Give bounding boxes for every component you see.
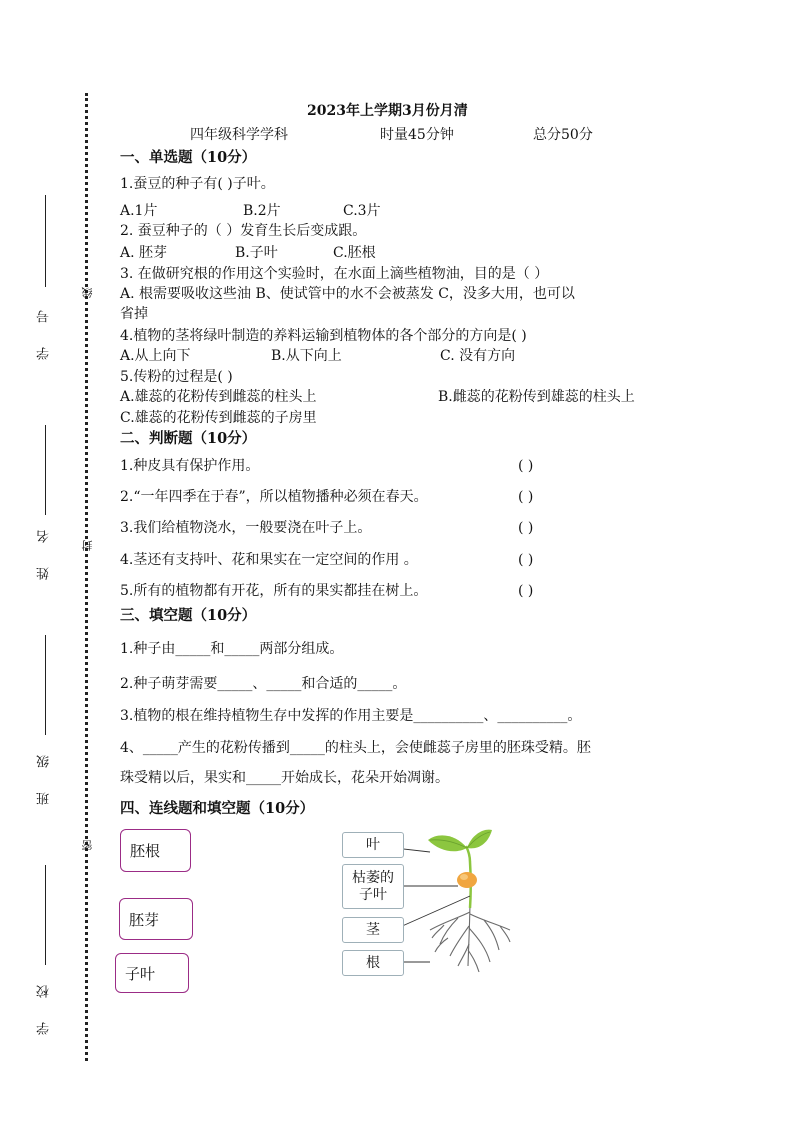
judge-answer-4[interactable]: ( ) <box>518 552 534 568</box>
fill-q4-line2: 珠受精以后，果实和_____开始成长，花朵开始凋谢。 <box>120 770 449 786</box>
class-label: 班 级 <box>37 745 52 806</box>
time-info: 时量45分钟 <box>380 127 454 143</box>
q1-2-text: 2. 蚕豆种子的（ ）发育生长后变成跟。 <box>120 223 367 239</box>
diagram-label-withered-cotyledon <box>342 864 404 909</box>
section4-heading: 四、连线题和填空题（10分） <box>120 800 315 817</box>
q1-2-option-a: A. 胚芽 <box>120 245 168 261</box>
q1-1-option-a: A.1片 <box>120 203 158 219</box>
match-box-plumule[interactable]: 胚芽 <box>119 898 193 940</box>
diagram-label-root-text: 根 <box>366 954 380 971</box>
q1-5-text: 5.传粉的过程是( ) <box>120 369 233 385</box>
judge-item-1: 1.种皮具有保护作用。 <box>120 458 260 474</box>
class-blank[interactable] <box>45 635 46 735</box>
judge-item-4: 4.茎还有支持叶、花和果实在一定空间的作用 。 <box>120 552 418 568</box>
q1-4-option-a: A.从上向下 <box>120 348 191 364</box>
q1-2-option-c: C.胚根 <box>333 245 376 261</box>
seal-mark-mi: 密 <box>81 840 94 851</box>
q1-4-option-b: B.从下向上 <box>271 348 342 364</box>
judge-item-2: 2.“一年四季在于春”，所以植物播种必须在春天。 <box>120 489 428 505</box>
q1-5-option-a: A.雄蕊的花粉传到雌蕊的柱头上 <box>120 389 317 405</box>
judge-answer-1[interactable]: ( ) <box>518 458 534 474</box>
q1-2-option-b: B.子叶 <box>235 245 278 261</box>
judge-answer-3[interactable]: ( ) <box>518 520 534 536</box>
seal-mark-xian: 线 <box>81 287 94 298</box>
diagram-label-stem <box>342 917 404 943</box>
fill-q2: 2.种子萌芽需要_____、_____和合适的_____。 <box>120 676 407 692</box>
q1-1-option-b: B.2片 <box>243 203 281 219</box>
school-blank[interactable] <box>45 865 46 965</box>
section3-heading: 三、填空题（10分） <box>120 607 257 624</box>
student-number-label: 学 号 <box>37 300 52 361</box>
q1-5-option-c: C.雄蕊的花粉传到雌蕊的子房里 <box>120 410 317 426</box>
diagram-label-leaf <box>342 832 404 858</box>
q1-1-text: 1.蚕豆的种子有( )子叶。 <box>120 176 275 192</box>
q1-4-text: 4.植物的茎将绿叶制造的养料运输到植物体的各个部分的方向是( ) <box>120 328 527 344</box>
school-label: 学 校 <box>37 975 52 1036</box>
q1-3-options-line2: 省掉 <box>120 306 148 322</box>
q1-3-text: 3. 在做研究根的作用这个实验时，在水面上滴些植物油，目的是（ ） <box>120 266 549 282</box>
fill-q3: 3.植物的根在维持植物生存中发挥的作用主要是__________、__________。 <box>120 708 582 724</box>
seal-mark-feng: 封 <box>81 540 94 551</box>
section2-heading: 二、判断题（10分） <box>120 430 257 447</box>
judge-answer-5[interactable]: ( ) <box>518 583 534 599</box>
binding-dotted-line <box>85 93 88 1061</box>
diagram-label-leaf-text: 叶 <box>366 836 380 853</box>
q1-1-option-c: C.3片 <box>343 203 381 219</box>
diagram-label-stem-text: 茎 <box>366 921 380 938</box>
q1-5-option-b: B.雌蕊的花粉传到雄蕊的柱头上 <box>438 389 635 405</box>
section1-heading: 一、单选题（10分） <box>120 149 257 166</box>
name-blank[interactable] <box>45 425 46 515</box>
judge-answer-2[interactable]: ( ) <box>518 489 534 505</box>
page-title: 2023年上学期3月份月清 <box>307 103 468 119</box>
diagram-label-root <box>342 950 404 976</box>
match-box-cotyledon[interactable]: 子叶 <box>115 953 189 993</box>
judge-item-5: 5.所有的植物都有开花，所有的果实都挂在树上。 <box>120 583 428 599</box>
diagram-label-withered-cotyledon-line2: 子叶 <box>359 886 387 903</box>
q1-4-option-c: C. 没有方向 <box>440 348 516 364</box>
judge-item-3: 3.我们给植物浇水，一般要浇在叶子上。 <box>120 520 372 536</box>
match-box-radicle[interactable]: 胚根 <box>120 829 191 872</box>
subject-info: 四年级科学学科 <box>190 127 288 143</box>
score-info: 总分50分 <box>533 127 593 143</box>
q1-3-options-line1: A. 根需要吸收这些油 B、使试管中的水不会被蒸发 C，没多大用，也可以 <box>120 286 575 302</box>
diagram-label-withered-cotyledon-line1: 枯萎的 <box>352 869 394 886</box>
fill-q4-line1: 4、_____产生的花粉传播到_____的柱头上，会使雌蕊子房里的胚珠受精。胚 <box>120 740 591 756</box>
name-label: 姓 名 <box>37 520 52 581</box>
fill-q1: 1.种子由_____和_____两部分组成。 <box>120 641 344 657</box>
student-number-blank[interactable] <box>45 195 46 287</box>
